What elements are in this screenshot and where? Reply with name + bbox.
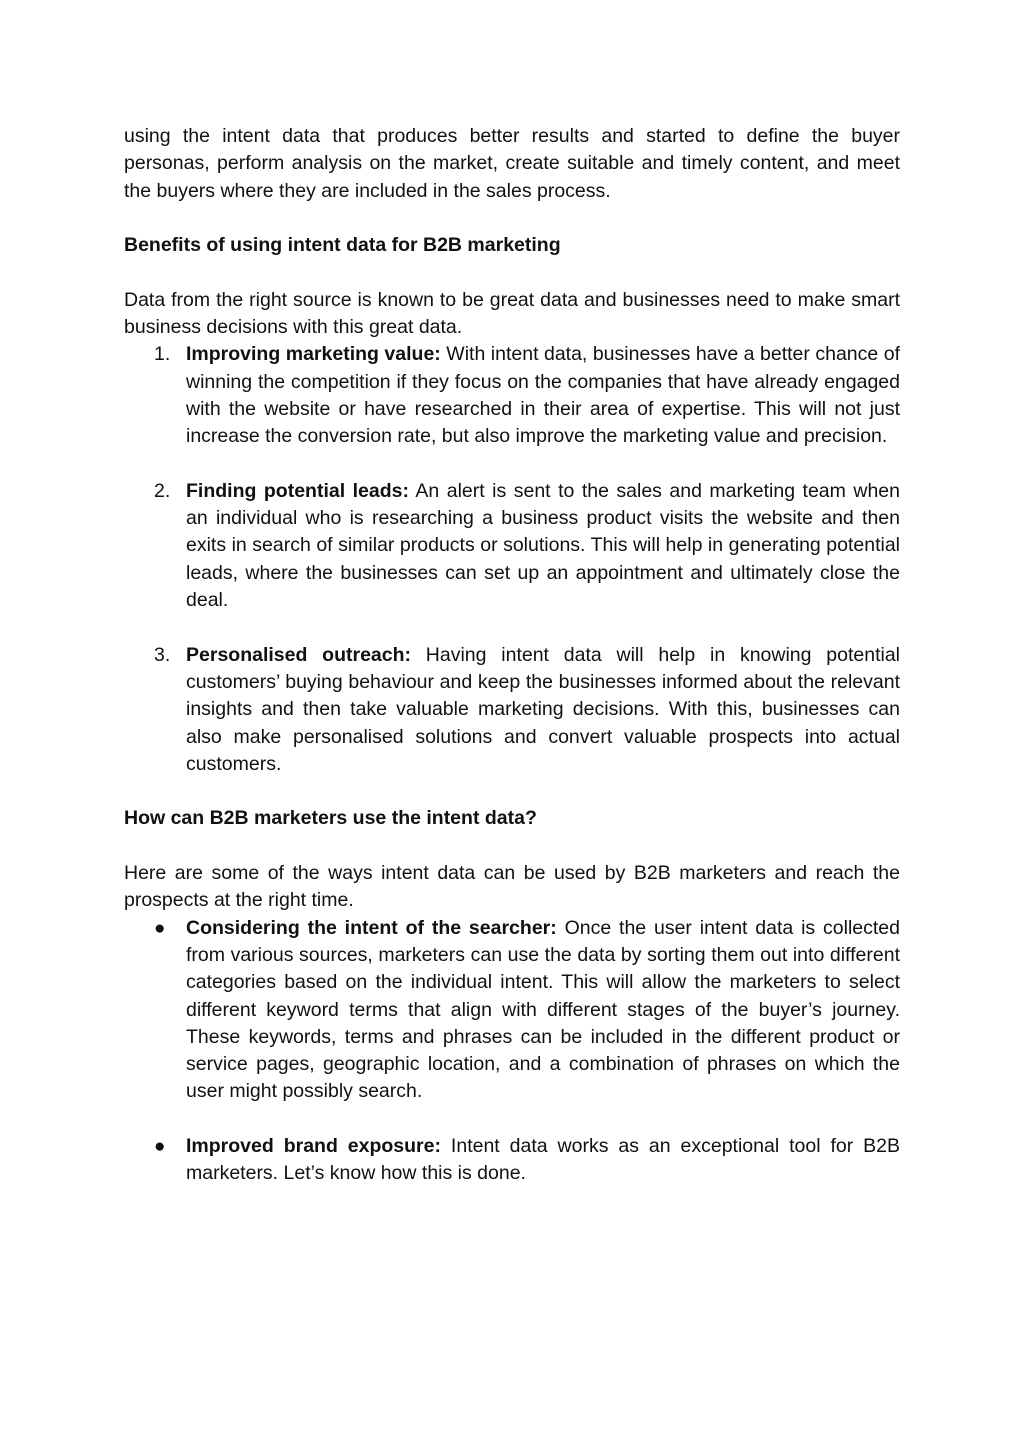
list-item-text: With intent data, businesses have a better chance of winning the competition if they focus on the companies that have already engaged with the website or have researched in their area of expertise. This will not just increase the conversion rate, but also improve the marketing value and precision. [186,343,900,448]
list-number: 3. [154,643,171,666]
list-item [124,642,900,778]
list-item-lead: Finding potential leads: [186,479,409,502]
list-item-text: An alert is sent to the sales and marketing team when an individual who is researching a business product visits the website and then exits in search of similar products or solutions. This will help in generating potential leads, where the businesses can set up an appointment and ultimately close the deal. [186,479,900,612]
bullet-list-uses [124,915,900,1188]
list-item [124,915,900,1106]
list-item-text: Intent data works as an exceptional tool for B2B marketers. Let’s know how this is done. [186,1134,901,1185]
list-item-text: Having intent data will help in knowing potential customers’ buying behaviour and keep the businesses informed about the relevant insights and then take valuable marketing decisions. With this, businesses can also make personalised solutions and convert valuable prospects into actual customers. [186,643,900,775]
list-item-lead: Improved brand exposure: [186,1134,441,1157]
numbered-list-benefits [124,341,900,778]
intro-paragraph: using the intent data that produces better results and started to define the buyer personas, perform analysis on the market, create suitable and timely content, and meet the buyers where they are included in the sales process. [124,125,900,202]
list-item [124,341,900,450]
list-item-text: Once the user intent data is collected from various sources, marketers can use the data by sorting them out into different categories based on the individual intent. This will allow the marketers to select different keyword terms that align with different stages of the buyer’s journey. These keywords, terms and phrases can be included in the different product or service pages, geographic location, and a combination of phrases on which the user might possibly search. [186,916,900,1103]
section-paragraph-benefits: Data from the right source is known to be great data and businesses need to make smart business decisions with this great data. [124,288,900,339]
section-heading-benefits: Benefits of using intent data for B2B marketing [124,234,561,257]
bullet-icon: ● [154,1135,166,1157]
list-item-lead: Considering the intent of the searcher: [186,916,557,939]
list-item [124,478,900,614]
list-item [124,1133,900,1188]
document-page [124,123,900,1188]
list-number: 1. [154,343,171,366]
bullet-icon: ● [154,917,166,939]
section-heading-how-to-use: How can B2B marketers use the intent data? [124,807,537,830]
list-item-lead: Personalised outreach: [186,643,412,666]
section-paragraph-how-to-use: Here are some of the ways intent data can be used by B2B marketers and reach the prospects at the right time. [124,862,900,912]
list-item-lead: Improving marketing value: [186,343,441,366]
list-number: 2. [154,479,171,502]
